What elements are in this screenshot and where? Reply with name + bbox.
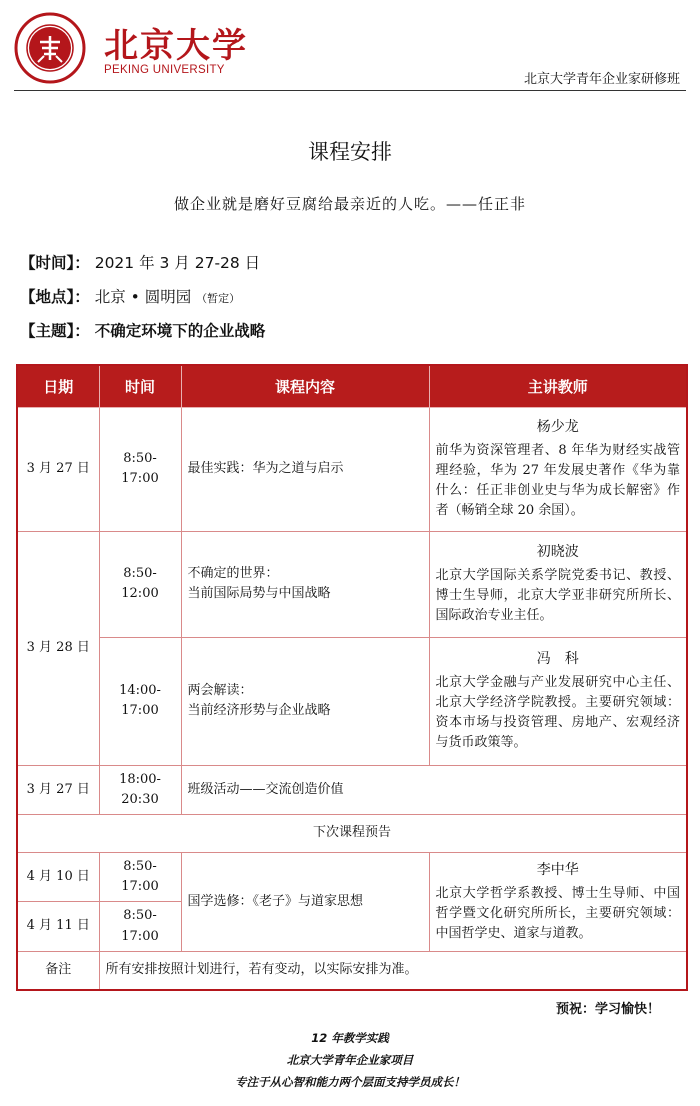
logo [14, 12, 264, 84]
table-header-row [17, 365, 687, 407]
header-content: 课程内容 [181, 365, 429, 407]
peking-university-seal-icon [14, 12, 86, 84]
row-content [181, 407, 429, 531]
schedule-table [16, 364, 688, 991]
row-time: 14:00-17:00 [99, 637, 181, 765]
brand-english-name: PEKING UNIVERSITY [104, 64, 225, 76]
meta-topic-value: 不确定环境下的企业战略 [94, 322, 266, 340]
content-line: 当前经济形势与企业战略 [187, 703, 331, 718]
row-teacher [429, 637, 687, 765]
row-date: 3 月 27 日 [17, 765, 99, 814]
row-time: 18:00-20:30 [99, 765, 181, 814]
table-row [17, 952, 687, 990]
row-teacher [429, 407, 687, 531]
row-content [181, 765, 687, 814]
row-time: 8:50-12:00 [99, 531, 181, 637]
header-divider [14, 90, 686, 91]
next-course-preview: 下次课程预告 [17, 814, 687, 852]
meta-time-value: 2021 年 3 月 27-28 日 [94, 254, 261, 272]
footer-line-3: 专注于从心智和能力两个层面支持学员成长！ [235, 1075, 465, 1089]
table-row [17, 765, 687, 814]
table-row [17, 407, 687, 531]
program-tag: 北京大学青年企业家研修班 [523, 72, 680, 87]
content-line: 当前国际局势与中国战略 [187, 586, 331, 601]
footer-line-1: 12 年教学实践 [311, 1031, 389, 1045]
header-date: 日期 [17, 365, 99, 407]
meta-topic [20, 319, 265, 341]
teacher-bio: 北京大学金融与产业发展研究中心主任、北京大学经济学院教授。主要研究领域：资本市场与投资管理、房地产、宏观经济与货币政策等。 [435, 674, 680, 750]
teacher-name: 李中华 [536, 861, 579, 878]
meta-topic-label: 【主题】： [20, 322, 90, 340]
meta-time [20, 251, 260, 273]
teacher-bio: 北京大学哲学系教授、博士生导师、中国哲学暨文化研究所所长，主要研究领域：中国哲学史、道家与道教。 [435, 885, 680, 941]
table-row [17, 852, 687, 901]
row-content [181, 637, 429, 765]
teacher-name: 初晓波 [536, 543, 579, 560]
quote: 做企业就是磨好豆腐给最亲近的人吃。——任正非 [173, 195, 526, 213]
brand-chinese-name: 北京大学 [104, 26, 248, 66]
row-teacher [429, 531, 687, 637]
page-title: 课程安排 [308, 140, 392, 164]
note-label: 备注 [17, 952, 99, 990]
note-value: 所有安排按照计划进行，若有变动，以实际安排为准。 [99, 952, 687, 990]
wish-text: 预祝：学习愉快！ [555, 1002, 660, 1017]
teacher-bio: 北京大学国际关系学院党委书记、教授、博士生导师，北京大学亚非研究所所长、国际政治专业主任。 [435, 567, 680, 623]
row-date: 3 月 28 日 [17, 531, 99, 765]
meta-place-value: 北京 • 圆明园 [94, 288, 192, 306]
header-teacher: 主讲教师 [429, 365, 687, 407]
meta-time-label: 【时间】： [20, 254, 90, 272]
row-date: 4 月 11 日 [17, 902, 99, 952]
meta-place [20, 285, 240, 307]
table-row [17, 637, 687, 765]
row-date: 4 月 10 日 [17, 852, 99, 901]
table-row [17, 814, 687, 852]
meta-place-note: （暂定） [196, 292, 241, 305]
content-line: 两会解读： [187, 682, 253, 698]
teacher-name: 杨少龙 [536, 418, 579, 435]
table-row [17, 531, 687, 637]
row-content: 国学选修：《老子》与道家思想 [181, 852, 429, 951]
header-time: 时间 [99, 365, 181, 407]
row-teacher [429, 852, 687, 951]
row-time: 8:50-17:00 [99, 852, 181, 901]
footer-line-2: 北京大学青年企业家项目 [286, 1053, 414, 1067]
teacher-bio: 前华为资深管理者、8 年华为财经实战管理经验，华为 27 年发展史著作《华为靠什么：任正非创业史与华为成长解密》作者（畅销全球 20 余国）。 [435, 442, 680, 518]
teacher-name: 冯 科 [536, 650, 579, 667]
content-line: 班级活动——交流创造价值 [187, 781, 344, 797]
row-content [181, 531, 429, 637]
row-time: 8:50-17:00 [99, 407, 181, 531]
row-date: 3 月 27 日 [17, 407, 99, 531]
meta-place-label: 【地点】： [20, 288, 90, 306]
content-line: 最佳实践：华为之道与启示 [187, 460, 344, 476]
content-line: 不确定的世界： [187, 565, 279, 581]
row-time: 8:50-17:00 [99, 902, 181, 952]
